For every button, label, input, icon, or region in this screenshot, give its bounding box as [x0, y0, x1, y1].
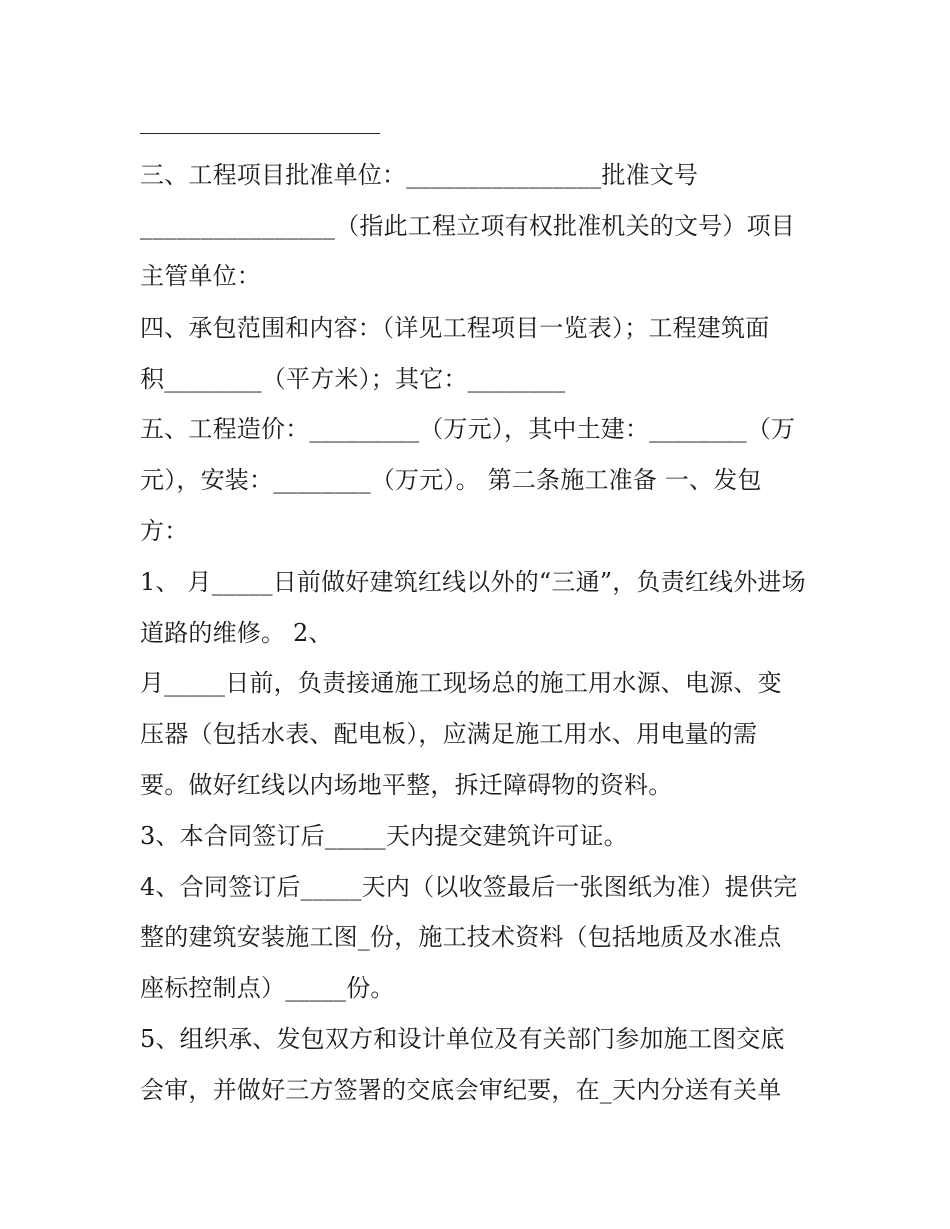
text-line-19: 会审，并做好三方签署的交底会审纪要，在_天内分送有关单 [140, 1076, 782, 1104]
text-line-18: 5、组织承、发包双方和设计单位及有关部门参加施工图交底 [140, 1025, 785, 1053]
text-line-15: 4、合同签订后_____天内（以收签最后一张图纸为准）提供完 [140, 873, 798, 901]
text-line-10: 道路的维修。 2、 [140, 619, 333, 647]
text-line-6: 五、工程造价：_________（万元），其中土建：________（万 [140, 415, 796, 443]
text-line-13: 要。做好红线以内场地平整，拆迁障碍物的资料。 [140, 771, 673, 799]
text-line-3: 主管单位： [140, 262, 261, 290]
top-blank-underline [140, 133, 380, 134]
text-line-17: 座标控制点）_____份。 [140, 974, 395, 1002]
text-line-11: 月_____日前，负责接通施工现场总的施工用水源、电源、变 [140, 669, 782, 697]
text-line-7: 元），安装：________（万元）。 第二条施工准备 一、发包 [140, 466, 762, 494]
text-line-8: 方： [140, 517, 189, 545]
text-line-12: 压器（包括水表、配电板），应满足施工用水、用电量的需 [140, 720, 758, 748]
text-line-1: 三、工程项目批准单位：________________批准文号 [140, 161, 699, 189]
text-line-16: 整的建筑安装施工图_份，施工技术资料（包括地质及水准点 [140, 923, 782, 951]
text-line-14: 3、本合同签订后_____天内提交建筑许可证。 [140, 822, 628, 850]
text-line-5: 积________（平方米）；其它：________ [140, 365, 566, 393]
text-line-4: 四、承包范围和内容：（详见工程项目一览表）；工程建筑面 [140, 314, 770, 342]
text-line-2: ________________（指此工程立项有权批准机关的文号）项目 [140, 212, 795, 240]
text-line-9: 1、 月_____日前做好建筑红线以外的“三通”，负责红线外进场 [140, 568, 806, 596]
